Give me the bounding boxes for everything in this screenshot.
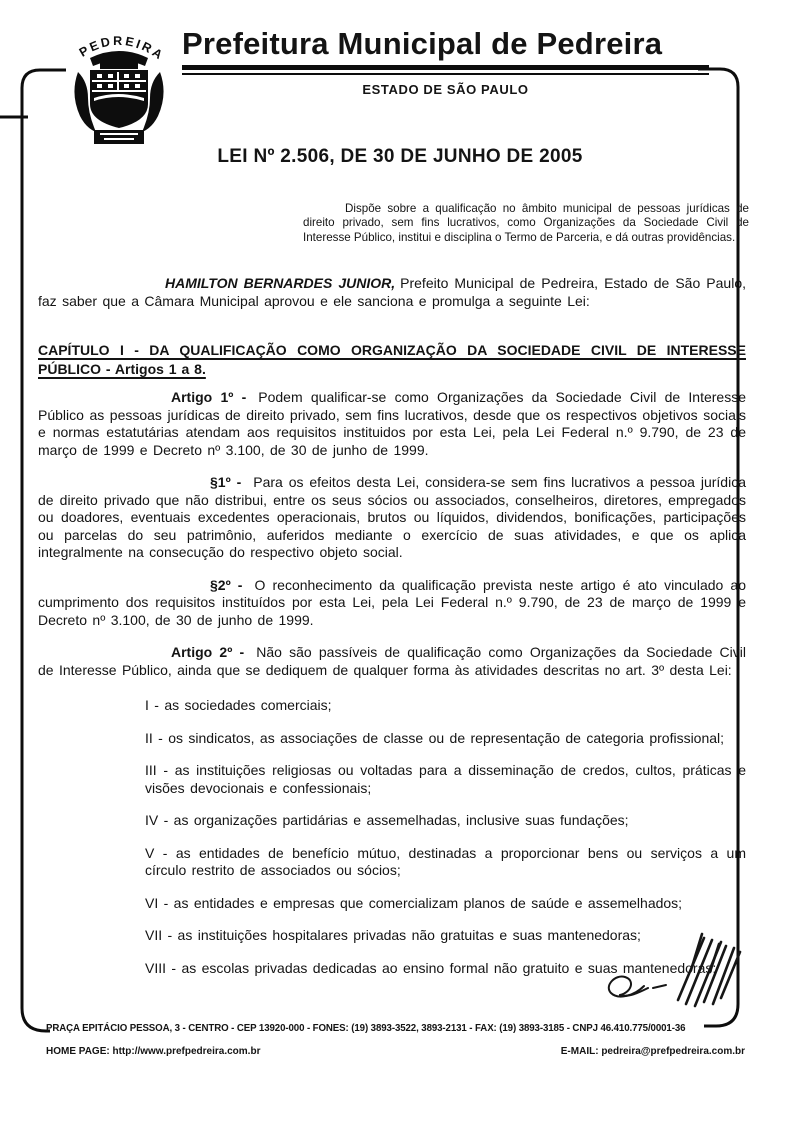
paragraph-2-text: O reconhecimento da qualificação prevista neste artigo é ato vinculado ao cumprimento dos requisitos instituídos por esta Lei, pela Lei Federal n.º 9.790, de 23 de março de 1999 e Decreto nº 3.100, de 30 de junho de 1999. <box>38 576 746 628</box>
list-item: II - os sindicatos, as associações de classe ou de representação de categoria profissional; <box>145 729 725 746</box>
law-preamble <box>38 275 746 310</box>
mayor-name: HAMILTON BERNARDES JUNIOR, <box>165 275 396 291</box>
law-title: LEI Nº 2.506, DE 30 DE JUNHO DE 2005 <box>217 146 583 167</box>
paragraph-1-text: Para os efeitos desta Lei, considera-se sem fins lucrativos a pessoa jurídica de direito privado que não distribui, entre os seus sócios ou associados, conselheiros, diretores, empregados ou doadores, eventuais excedentes operacionais, brutos ou líquidos, dividendos, bonificações, participações ou parcelas do seu patrimônio, auferidos mediante o exercício de suas atividades, e que os aplica integralmente na consecução do respectivo objeto social. <box>38 474 746 560</box>
list-item: VI - as entidades e empresas que comercializam planos de saúde e assemelhados; <box>145 894 683 911</box>
list-item: III - as instituições religiosas ou voltadas para a disseminação de credos, cultos, práticas e visões devocionais e confessionais; <box>145 762 746 796</box>
paragraph-1-label: §1º - <box>210 474 242 490</box>
article-2 <box>38 644 746 679</box>
footer-address: PRAÇA EPITÁCIO PESSOA, 3 - CENTRO - CEP 13920-000 - FONES: (19) 3893-3522, 3893-2131 - FAX: (19) 3893-3185 - CNPJ 46.410.775/0001-36 <box>46 1023 686 1034</box>
list-item: I - as sociedades comerciais; <box>145 697 332 713</box>
article-1 <box>38 389 746 459</box>
article-1-paragraph-1 <box>38 474 746 562</box>
preamble-text: Prefeito Municipal de Pedreira, Estado de São Paulo, faz saber que a Câmara Municipal aprovou e ele sanciona e promulga a seguinte Lei: <box>38 275 746 309</box>
list-item: VII - as instituições hospitalares privadas não gratuitas e suas mantenedoras; <box>145 927 641 943</box>
state-subtitle: ESTADO DE SÃO PAULO <box>362 81 529 97</box>
article-1-text: Podem qualificar-se como Organizações da Sociedade Civil de Interesse Público as pessoas jurídicas de direito privado, sem fins lucrativos, desde que os respectivos objetivos sociais e normas estatutárias atendam aos requisitos instituidos por esta Lei, pela Lei Federal n.º 9.790, de 23 de março de 1999 e Decreto nº 3.100, de 30 de junho de 1999. <box>38 389 746 458</box>
title-rule-thin <box>182 73 709 75</box>
article-2-text: Não são passíveis de qualificação como Organizações da Sociedade Civil de Interesse Público, ainda que se dediquem de qualquer forma às atividades descritas no art. 3º desta Lei: <box>38 644 747 678</box>
paragraph-2-label: §2º - <box>210 576 243 593</box>
pedreira-coat-of-arms-logo <box>60 28 178 150</box>
article-1-paragraph-2 <box>38 577 746 630</box>
letterhead-header <box>60 28 748 160</box>
signature-scribble <box>558 922 753 1017</box>
law-ementa: Dispõe sobre a qualificação no âmbito municipal de pessoas jurídicas de direito privado, sem fins lucrativos, como Organizações da Sociedade Civil de Interesse Público, institui e disciplina o Termo de Parceria, e dá outras providências. <box>303 201 749 244</box>
list-item: V - as entidades de benefício mútuo, destinadas a proporcionar bens ou serviços a um círculo restrito de associados ou sócios; <box>145 844 746 878</box>
footer-homepage: HOME PAGE: http://www.prefpedreira.com.br <box>46 1046 261 1057</box>
list-item: VIII - as escolas privadas dedicadas ao ensino formal não gratuito e suas mantenedoras; <box>145 959 717 976</box>
article-1-label: Artigo 1º - <box>171 389 247 405</box>
footer-email: E-MAIL: pedreira@prefpedreira.com.br <box>560 1046 745 1057</box>
municipality-title: Prefeitura Municipal de Pedreira <box>182 26 663 61</box>
title-rule-thick <box>182 65 709 70</box>
logo-arc-text: PEDREIRA <box>76 33 167 64</box>
law-articles <box>38 389 746 977</box>
chapter-heading: CAPÍTULO I - DA QUALIFICAÇÃO COMO ORGANIZAÇÃO DA SOCIEDADE CIVIL DE INTERESSE PÚBLICO - Artigos 1 a 8. <box>38 342 746 377</box>
footer-contacts <box>46 1046 745 1057</box>
list-item: IV - as organizações partidárias e assemelhadas, inclusive suas fundações; <box>145 812 629 828</box>
article-2-label: Artigo 2º - <box>171 644 245 660</box>
